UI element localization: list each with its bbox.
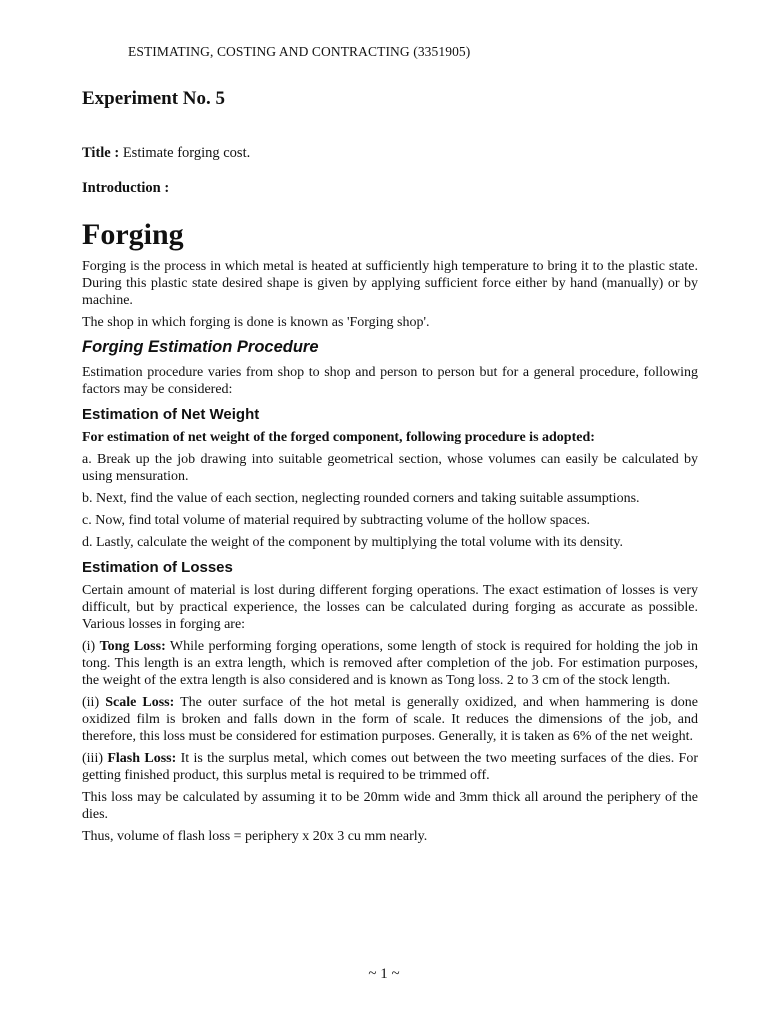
loss-item-tong [82, 638, 698, 689]
procedure-heading: Forging Estimation Procedure [82, 338, 319, 356]
forging-shop-paragraph: The shop in which forging is done is known as 'Forging shop'. [82, 315, 430, 330]
loss-description: It is the surplus metal, which comes out between the two meeting surfaces of the dies. For getting finished product, this surplus metal is required to be trimmed off. [82, 751, 698, 783]
net-weight-step: a. Break up the job drawing into suitable geometrical section, whose volumes can easily be calculated by using mensuration. [82, 452, 698, 484]
title-label: Title [82, 145, 111, 161]
forging-heading: Forging [82, 218, 184, 251]
loss-number: (ii) [82, 695, 106, 710]
title-line [82, 145, 250, 162]
title-value: Estimate forging cost. [122, 145, 251, 161]
loss-number: (iii) [82, 751, 108, 766]
loss-item-scale [82, 694, 698, 745]
procedure-intro: Estimation procedure varies from shop to shop and person to person but for a general procedure, following factors may be considered: [82, 365, 698, 397]
running-header: ESTIMATING, COSTING AND CONTRACTING (3351905) [128, 44, 471, 59]
introduction-line [82, 180, 169, 197]
loss-number: (i) [82, 639, 100, 654]
loss-term: Flash Loss: [107, 751, 177, 766]
introduction-label: Introduction [82, 180, 161, 196]
loss-description: The outer surface of the hot metal is generally oxidized, and when hammering is done oxidized film is broken and falls down in the form of scale. It reduces the dimensions of the job, and therefore, this loss must be considered for estimation purposes. Generally, it is taken as 6% of the net weight. [82, 695, 699, 744]
flash-loss-formula: Thus, volume of flash loss = periphery x 20x 3 cu mm nearly. [82, 829, 428, 844]
losses-heading: Estimation of Losses [82, 559, 233, 576]
net-weight-lead: For estimation of net weight of the forged component, following procedure is adopted: [82, 430, 595, 445]
forging-paragraph: Forging is the process in which metal is heated at sufficiently high temperature to bring it to the plastic state. During this plastic state desired shape is given by applying sufficient force either by hand (manually) or by machine. [82, 259, 698, 308]
page-number: ~ 1 ~ [368, 966, 400, 982]
flash-loss-paragraph: This loss may be calculated by assuming it to be 20mm wide and 3mm thick all around the periphery of the dies. [82, 790, 698, 822]
losses-intro: Certain amount of material is lost during different forging operations. The exact estimation of losses is very difficult, but by practical experience, the losses can be calculated during forging as accurate as possible. Various losses in forging are: [82, 583, 698, 632]
net-weight-step: c. Now, find total volume of material required by subtracting volume of the hollow spaces. [82, 513, 591, 528]
loss-description: While performing forging operations, some length of stock is required for holding the job in tong. This length is an extra length, which is removed after completion of the job. For estimation purposes, the weight of the extra length is also considered and is known as Tong loss. 2 to 3 cm of the stock length. [82, 639, 698, 688]
introduction-separator: : [160, 180, 170, 196]
net-weight-step: b. Next, find the value of each section, neglecting rounded corners and taking suitable assumptions. [82, 491, 640, 506]
loss-term: Scale Loss: [105, 695, 175, 710]
net-weight-step: d. Lastly, calculate the weight of the component by multiplying the total volume with its density. [82, 535, 623, 550]
loss-item-flash [82, 750, 698, 784]
net-weight-heading: Estimation of Net Weight [82, 406, 260, 423]
loss-term: Tong Loss: [99, 639, 166, 654]
content-flow [82, 258, 698, 850]
title-separator: : [110, 145, 123, 161]
experiment-title: Experiment No. 5 [82, 88, 226, 109]
